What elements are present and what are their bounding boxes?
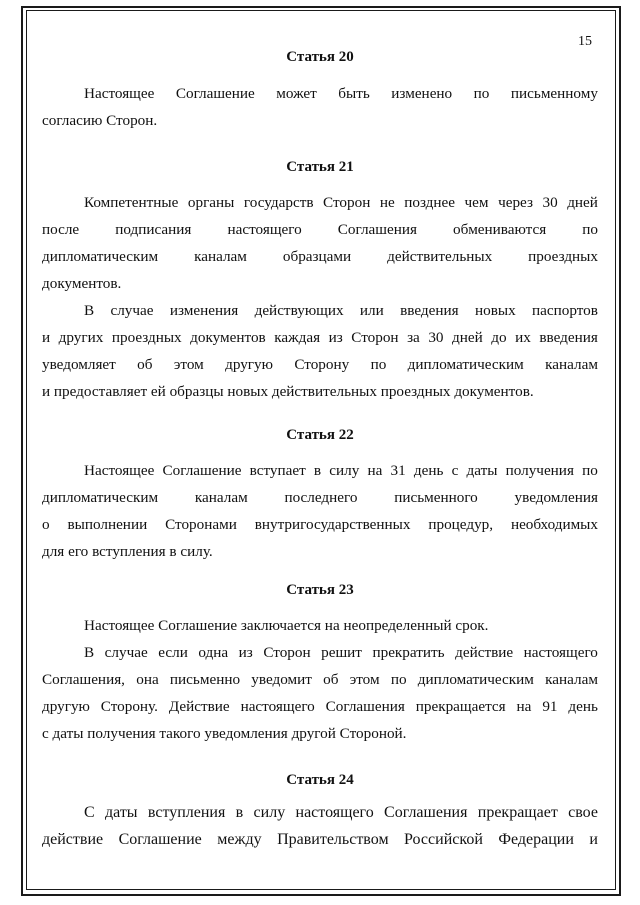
article-24-line-2: действие Соглашение между Правительством Российской Федерации и [42,831,598,848]
article-24-line-1: С даты вступления в силу настоящего Соглашения прекращает свое [84,804,598,821]
article-22-line-3: о выполнении Сторонами внутригосударственных процедур, необходимых [42,516,598,533]
article-23-line-4: другую Сторону. Действие настоящего Соглашения прекращается на 91 день [42,698,598,715]
article-24-title: Статья 24 [286,772,354,788]
article-21-line-7: уведомляет об этом другую Сторону по дипломатическим каналам [42,356,598,373]
article-21-line-2: после подписания настоящего Соглашения обмениваются по [42,221,598,238]
article-22-title: Статья 22 [286,427,354,443]
page-border-inner [26,10,616,890]
article-23-line-5: с даты получения такого уведомления другой Стороной. [42,725,407,742]
article-21-line-1: Компетентные органы государств Сторон не позднее чем через 30 дней [84,194,598,211]
article-23-line-2: В случае если одна из Сторон решит прекратить действие настоящего [84,644,598,661]
article-23-title: Статья 23 [286,582,354,598]
page-number: 15 [578,34,592,49]
article-22-line-4: для его вступления в силу. [42,543,213,560]
article-22-line-2: дипломатическим каналам последнего письменного уведомления [42,489,598,506]
article-21-title: Статья 21 [286,159,354,175]
article-23-line-3: Соглашения, она письменно уведомит об этом по дипломатическим каналам [42,671,598,688]
article-20-line-1: Настоящее Соглашение может быть изменено по письменному [84,85,598,102]
article-21-line-8: и предоставляет ей образцы новых действительных проездных документов. [42,383,534,400]
article-23-line-1: Настоящее Соглашение заключается на неопределенный срок. [84,617,489,634]
article-21-line-3: дипломатическим каналам образцами действительных проездных [42,248,598,265]
article-22-line-1: Настоящее Соглашение вступает в силу на 31 день с даты получения по [84,462,598,479]
article-21-line-4: документов. [42,275,122,292]
article-21-line-6: и других проездных документов каждая из Сторон за 30 дней до их введения [42,329,598,346]
article-20-line-2: согласию Сторон. [42,112,158,129]
article-20-title: Статья 20 [286,49,354,65]
article-21-line-5: В случае изменения действующих или введения новых паспортов [84,302,598,319]
